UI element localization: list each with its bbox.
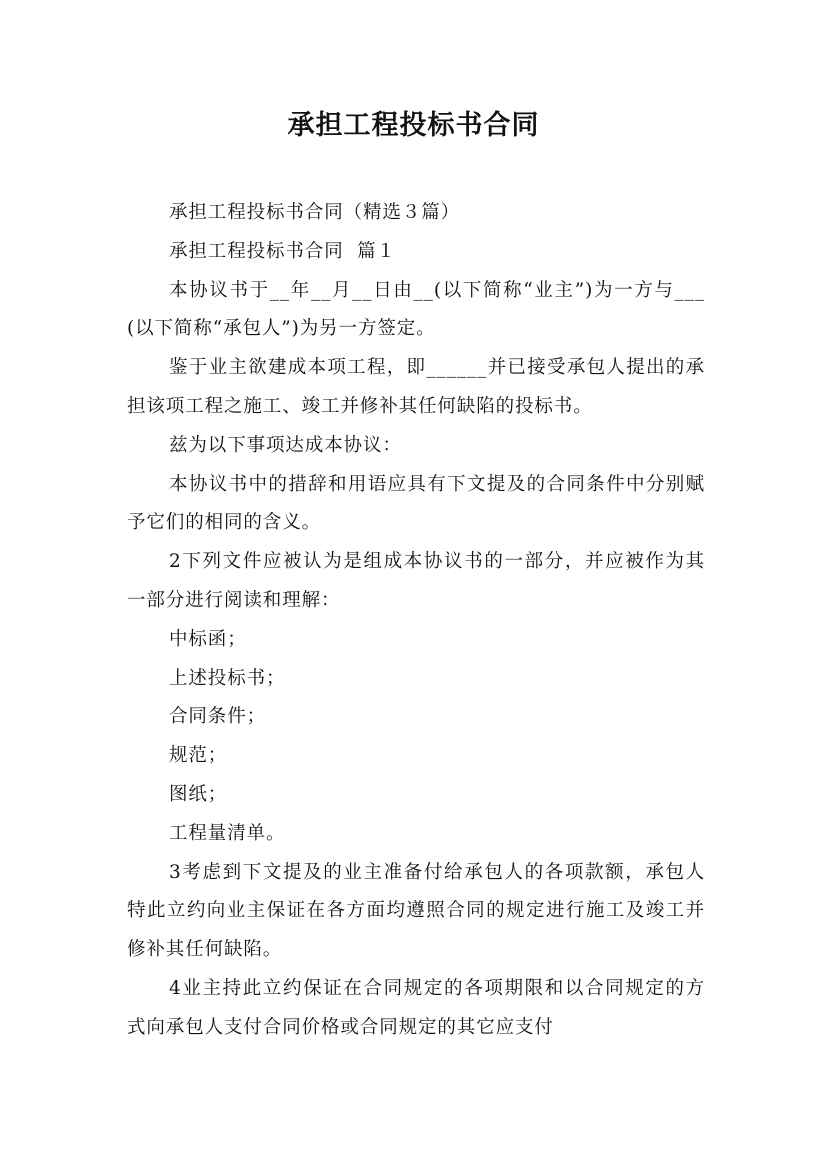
document-body xyxy=(127,194,705,1048)
list-item-award-letter: 中标函； xyxy=(169,628,247,650)
list-item-conditions: 合同条件； xyxy=(169,706,267,728)
document-title: 承担工程投标书合同 xyxy=(287,110,540,141)
paragraph-subtitle: 承担工程投标书合同（精选３篇） xyxy=(169,202,461,223)
list-item-drawings: 图纸； xyxy=(169,783,228,805)
list-item-tender: 上述投标书； xyxy=(169,667,286,689)
list-item-bill-of-quantities: 工程量清单。 xyxy=(169,822,286,844)
paragraph-clause-1: 本协议书中的措辞和用语应具有下文提及的合同条件中分别赋予它们的相同的含义。 xyxy=(127,473,705,534)
paragraph-agreement-intro: 兹为以下事项达成本协议： xyxy=(169,434,402,456)
paragraph-whereas: 鉴于业主欲建成本项工程，即______并已接受承包人提出的承担该项工程之施工、竣工并修补其任何缺陷的投标书。 xyxy=(127,357,705,417)
paragraph-parties: 本协议书于__年__月__日由__(以下简称“业主”)为一方与___(以下简称“承包人”)为另一方签定。 xyxy=(127,279,705,340)
paragraph-section-heading: 承担工程投标书合同 篇１ xyxy=(169,240,396,262)
paragraph-clause-4: 4业主持此立约保证在合同规定的各项期限和以合同规定的方式向承包人支付合同价格或合同规定的其它应支付 xyxy=(127,977,705,1038)
list-item-specifications: 规范； xyxy=(169,745,228,767)
paragraph-clause-3: 3考虑到下文提及的业主准备付给承包人的各项款额，承包人特此立约向业主保证在各方面均遵照合同的规定进行施工及竣工并修补其任何缺陷。 xyxy=(127,861,705,961)
paragraph-clause-2: 2下列文件应被认为是组成本协议书的一部分，并应被作为其一部分进行阅读和理解： xyxy=(127,551,705,611)
